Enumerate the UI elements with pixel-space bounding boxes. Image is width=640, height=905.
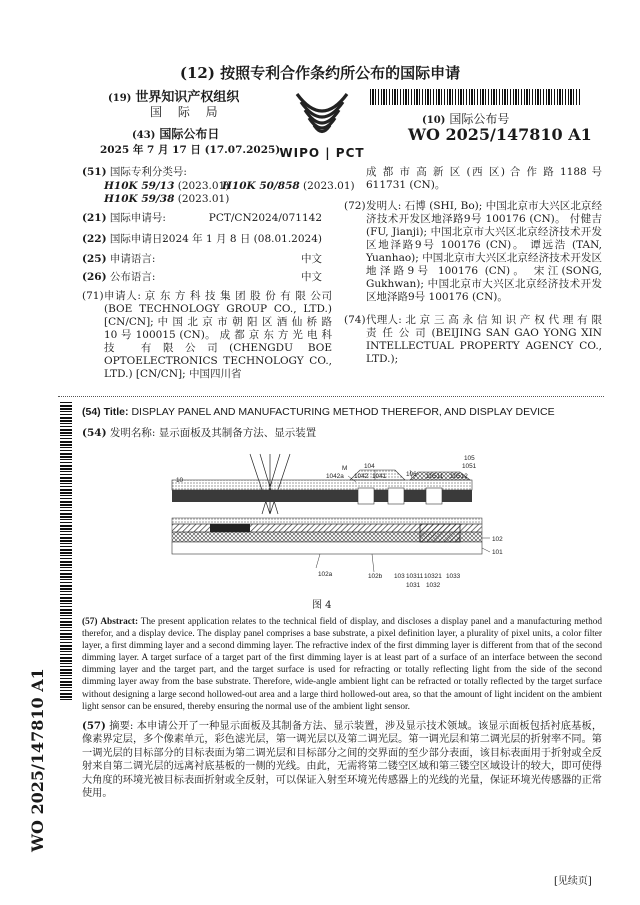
label-1042a: 1042a <box>326 473 344 480</box>
continued-marker: [见续页] <box>554 876 592 887</box>
layer-mid-1 <box>172 518 482 524</box>
inid-71: (71) <box>82 290 104 302</box>
ipc-code-3: H10K 59/38 <box>104 193 175 205</box>
well-1 <box>358 488 374 504</box>
tft-block <box>420 524 460 542</box>
label-10511: 10511 <box>426 473 444 480</box>
inid-57-cn: (57) <box>82 720 106 732</box>
pubdate-label: 国际公布日 <box>159 127 220 141</box>
label-1041: 1041 <box>372 473 387 480</box>
label-1031: 1031 <box>406 582 421 589</box>
abstract-cn-label: 摘要: <box>109 721 134 732</box>
wipo-pct-text: WIPO | PCT <box>279 146 365 160</box>
label-1051: 1051 <box>462 463 477 470</box>
applicant-text: 申请人: 京 东 方 科 技 集 团 股 份 有 限 公司(BOE TECHNOLOGY GROUP CO., LTD.) [CN/CN]; 中 国 北 京 市 朝 阳 区 酒 仙 桥 路 10 号 100015 (CN)。 成 都 京 东 方 光 电 科 技 有限公司(CHENGDU BOE OPTOELECTRONICS TECHNOLOGY CO., LTD.) [CN/CN]; 中国四川省 <box>104 290 332 380</box>
label-M: M <box>342 465 348 472</box>
inid-22: (22) <box>82 233 107 245</box>
inid-54-cn: (54) <box>82 427 107 439</box>
document-title: (12) 按照专利合作条约所公布的国际申请 <box>179 64 461 82</box>
field-51 <box>82 166 187 179</box>
label-10321: 10321 <box>424 573 442 580</box>
field-25 <box>82 253 322 266</box>
section-divider <box>58 396 604 397</box>
field-21 <box>82 212 322 225</box>
label-102: 102 <box>492 536 503 543</box>
filing-language-label: 申请语言: <box>109 253 156 265</box>
well-3 <box>426 488 442 504</box>
publication-number: WO 2025/147810 A1 <box>408 125 592 144</box>
label-10512: 10512 <box>450 473 468 480</box>
abstract-english <box>82 616 602 713</box>
inid-21: (21) <box>82 212 107 224</box>
pubdate-label-line <box>132 125 219 142</box>
label-10: 10 <box>176 477 184 484</box>
label-106: 106 <box>406 471 417 478</box>
ipc-date-1: (2023.01) <box>177 180 230 192</box>
filing-date: 2024 年 1 月 8 日 (08.01.2024) <box>162 233 322 245</box>
base-substrate <box>172 542 482 554</box>
ipc-date-3: (2023.01) <box>177 193 230 205</box>
inventors-text: 发明人: 石博 (SHI, Bo); 中国北京市大兴区北京经济技术开发区地泽路9号 100176 (CN)。 付健吉 (FU, Jianji); 中国北京市大兴区北京经济技术开发区地泽路9号 100176 (CN)。 谭远浩 (TAN, Yuanhao); 中国北京市大兴区北京经济技术开发区地泽路9号 100176 (CN)。 宋江(SONG, Gukhwan); 中国北京市大兴区北京经济技术开发区地泽路9号 100176 (CN)。 <box>366 200 602 303</box>
vertical-publication-number: WO 2025/147810 A1 <box>28 668 47 852</box>
inid-10: (10) <box>422 115 446 126</box>
title-english <box>82 406 555 418</box>
inid-57-en: (57) <box>82 617 98 627</box>
label-102b: 102b <box>368 573 383 580</box>
pubno-label: 国际公布号 <box>449 112 510 126</box>
inid-43: (43) <box>132 130 156 141</box>
publication-language-label: 公布语言: <box>109 271 156 283</box>
inid-51: (51) <box>82 166 107 178</box>
title-label: Title: <box>103 406 129 418</box>
inid-25: (25) <box>82 253 107 265</box>
patent-figure <box>160 452 520 592</box>
abstract-label: Abstract: <box>100 617 139 627</box>
inid-19: (19) <box>108 93 132 104</box>
inid-72: (72) <box>344 200 366 212</box>
sensor-block <box>210 524 250 532</box>
label-105: 105 <box>464 455 475 462</box>
ipc-label: 国际专利分类号: <box>109 166 187 178</box>
inid-54-en: (54) <box>82 406 101 418</box>
ipc-date-2: (2023.01) <box>303 180 355 192</box>
application-number-label: 国际申请号: <box>109 212 166 224</box>
abstract-chinese <box>82 720 602 800</box>
ipc-code-2: H10K 50/858 <box>222 180 300 192</box>
abstract-cn-text: 本申请公开了一种显示面板及其制备方法、显示装置，涉及显示技术领域。该显示面板包括衬底基板，像素界定层，多个像素单元，彩色滤光层，第一调光层以及第二调光层。第一调光层和第二调光层的折射率不同。第一调光层的目标部分的目标表面为第二调光层和目标部分之间的交界面的至少部分表面，该目标表面用于折射或全反射来自第二调光层的远离衬底基板的一侧的光线。由此，无需将第二镂空区域和第三镂空区域设计的较大，即可使得大角度的环境光被目标表面折射或全反射，可以保证入射至环境光传感器上的光线的光量，保证环境光传感器的正常使用。 <box>82 721 603 800</box>
ipc-row-2 <box>222 180 355 193</box>
publication-date: 2025 年 7 月 17 日 (17.07.2025) <box>100 144 281 156</box>
well-2 <box>388 488 404 504</box>
publication-language: 中文 <box>301 271 322 283</box>
label-102a: 102a <box>318 571 333 578</box>
title-chinese <box>82 425 316 440</box>
filing-date-label: 国际申请日: <box>109 233 166 245</box>
wipo-logo <box>272 88 372 160</box>
title-cn-label: 发明名称: <box>109 427 156 439</box>
side-barcode <box>60 400 72 700</box>
application-number: PCT/CN2024/071142 <box>208 212 322 224</box>
ipc-row-1 <box>104 180 229 193</box>
filing-language: 中文 <box>301 253 322 265</box>
title-cn-value: 显示面板及其制备方法、显示装置 <box>158 427 317 439</box>
inid-74: (74) <box>344 314 366 326</box>
label-103: 103 <box>394 573 405 580</box>
agent-text: 代理人: 北 京 三 高 永 信 知 识 产 权 代 理 有 限 责 任 公 司 (BEIJING SAN GAO YONG XIN INTELLECTUAL PROPERTY AGENCY CO., LTD.); <box>366 314 602 365</box>
figure-caption: 图 4 <box>312 600 332 611</box>
label-1032: 1032 <box>426 582 441 589</box>
field-26 <box>82 271 322 284</box>
header-barcode <box>370 89 580 105</box>
field-22 <box>82 233 322 246</box>
label-1042: 1042 <box>354 473 369 480</box>
label-10311: 10311 <box>406 573 424 580</box>
applicant-continued: 成 都 市 高 新 区 (西 区) 合 作 路 1188 号 611731 (CN)。 <box>366 166 602 191</box>
organization-name: 世界知识产权组织 <box>135 90 240 105</box>
ipc-row-3 <box>104 193 229 206</box>
abstract-text: The present application relates to the technical field of display, and discloses a display panel and a manufacturing method therefor, and a display device. The display panel comprises a base substrate, a pixel definition layer, a plurality of pixel units, a color filter layer, a first dimming layer and a second dimming layer. The refractive index of the first dimming layer is different from that of the second dimming layer. A target surface of a target part of the first dimming layer is at least part of a surface of an interface between the second dimming layer and the target part, and the target surface is used for refracting or totally reflecting light from the side of the second dimming layer away from the base substrate. Therefore, wide-angle ambient light can be refracted or totally reflected by the target surface without designing a large second hollowed-out area and a large third hollowed-out area, so that the amount of light incident on the ambient light sensor can be ensured, thereby ensuring the normal use of the ambient light sensor. <box>82 617 603 712</box>
label-1033: 1033 <box>446 573 461 580</box>
ipc-code-1: H10K 59/13 <box>104 180 175 192</box>
wipo-emblem-icon <box>287 88 357 140</box>
international-bureau: 国 际 局 <box>150 105 224 119</box>
inid-26: (26) <box>82 271 107 283</box>
label-104: 104 <box>364 463 375 470</box>
label-101: 101 <box>492 549 503 556</box>
title-value: DISPLAY PANEL AND MANUFACTURING METHOD THEREFOR, AND DISPLAY DEVICE <box>131 406 555 418</box>
